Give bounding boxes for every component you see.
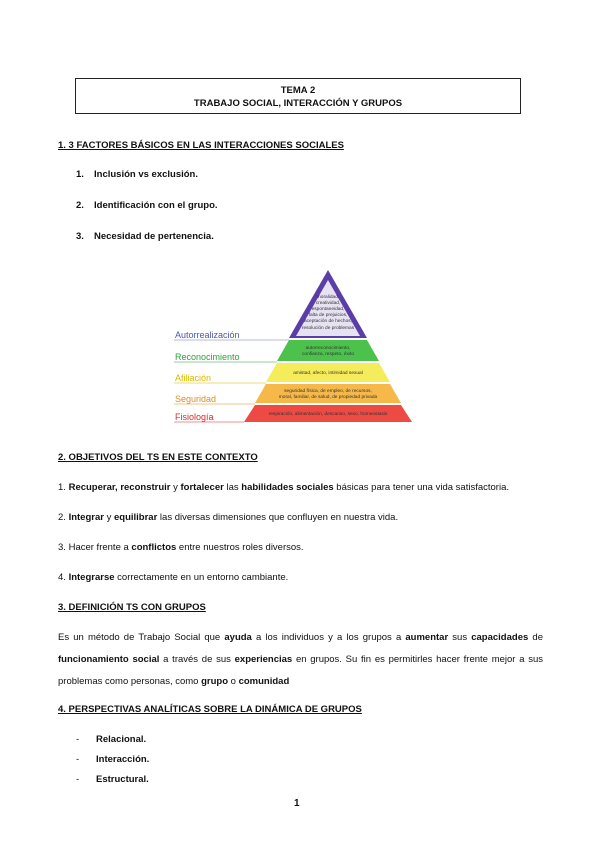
text: básicas para tener una vida satisfactoria. xyxy=(333,482,509,493)
bold-text: ayuda xyxy=(224,632,252,643)
perspective-item-2 xyxy=(76,754,149,765)
pyr-text: respiración, alimentación, descanso, sexo, homeostasis xyxy=(268,412,388,417)
item-text: Estructural. xyxy=(96,774,149,785)
text: correctamente en un entorno cambiante. xyxy=(114,572,289,583)
section-2-heading: 2. OBJETIVOS DEL TS EN ESTE CONTEXTO xyxy=(58,452,258,463)
perspective-item-1 xyxy=(76,734,146,745)
definition-paragraph xyxy=(58,627,543,693)
bold-text: conflictos xyxy=(131,542,177,553)
objective-2 xyxy=(58,512,398,523)
text: Es un método de Trabajo Social que xyxy=(58,632,225,643)
objective-3 xyxy=(58,542,304,553)
objective-number: 1. xyxy=(58,482,66,493)
text: las xyxy=(223,482,242,493)
text: en grupos. Su fin es permitirles hacer frente mejor a sus problemas como personas, como xyxy=(58,654,543,687)
pyramid-label-seguridad: Seguridad xyxy=(175,394,217,404)
objective-4 xyxy=(58,572,288,583)
section-3-heading: 3. DEFINICIÓN TS CON GRUPOS xyxy=(58,602,206,613)
perspective-item-3 xyxy=(76,774,149,785)
bold-text: Integrarse xyxy=(68,572,115,583)
text: y xyxy=(170,482,181,493)
page-number: 1 xyxy=(294,798,300,809)
bold-text: habilidades sociales xyxy=(241,482,334,493)
item-number: 2. xyxy=(76,200,84,211)
item-text: Necesidad de pertenencia. xyxy=(94,231,214,242)
text: o xyxy=(228,676,239,687)
pyr-text: resolución de problemas xyxy=(301,326,355,331)
text: entre nuestros roles diversos. xyxy=(176,542,304,553)
section-4-heading: 4. PERSPECTIVAS ANALÍTICAS SOBRE LA DINÁMICA DE GRUPOS xyxy=(58,704,362,715)
bold-text: experiencias xyxy=(234,654,293,665)
text: Hacer frente a xyxy=(68,542,132,553)
text: a los individuos y a los grupos a xyxy=(251,632,406,643)
bold-text: grupo xyxy=(201,676,229,687)
factor-item-1 xyxy=(76,169,198,180)
pyr-text: espontaneidad, xyxy=(311,307,345,312)
pyr-text: autorreconocimiento, xyxy=(305,346,351,351)
pyr-text: creatividad, xyxy=(315,301,341,306)
text: a través de sus xyxy=(159,654,235,665)
objective-number: 2. xyxy=(58,512,66,523)
bold-text: Integrar xyxy=(68,512,104,523)
text: sus xyxy=(448,632,472,643)
pyramid-label-afiliacion: Afiliación xyxy=(175,373,212,383)
item-text: Interacción. xyxy=(96,754,150,765)
bold-text: Recuperar, reconstruir xyxy=(68,482,171,493)
factor-item-3 xyxy=(76,231,214,242)
pyr-text: amistad, afecto, intimidad sexual xyxy=(293,371,363,376)
bold-text: equilibrar xyxy=(113,512,158,523)
factor-item-2 xyxy=(76,200,218,211)
dash-bullet: - xyxy=(76,754,80,765)
bold-text: funcionamiento social xyxy=(58,654,160,665)
section-1-heading: 1. 3 FACTORES BÁSICOS EN LAS INTERACCIONES SOCIALES xyxy=(58,140,344,151)
pyramid-label-autorrealizacion: Autorrealización xyxy=(175,330,240,340)
dash-bullet: - xyxy=(76,774,80,785)
text: de xyxy=(528,632,543,643)
topic-number: TEMA 2 xyxy=(280,85,316,96)
bold-text: capacidades xyxy=(471,632,529,643)
maslow-pyramid-image xyxy=(172,258,428,428)
objective-number: 3. xyxy=(58,542,66,553)
text: las diversas dimensiones que confluyen en nuestra vida. xyxy=(157,512,399,523)
topic-title: TRABAJO SOCIAL, INTERACCIÓN Y GRUPOS xyxy=(193,98,403,109)
pyr-text: falta de prejuicios, xyxy=(308,313,348,318)
title-box xyxy=(75,78,521,114)
pyr-text: seguridad física, de empleo, de recursos, xyxy=(284,389,372,394)
pyramid-label-fisiologia: Fisiología xyxy=(175,412,214,422)
objective-1 xyxy=(58,482,509,493)
objective-number: 4. xyxy=(58,572,66,583)
pyramid-label-reconocimiento: Reconocimiento xyxy=(175,352,240,362)
item-text: Identificación con el grupo. xyxy=(94,200,218,211)
bold-text: fortalecer xyxy=(180,482,224,493)
bold-text: comunidad xyxy=(238,676,290,687)
dash-bullet: - xyxy=(76,734,80,745)
pyr-text: aceptación de hechos, xyxy=(303,319,353,324)
bold-text: aumentar xyxy=(405,632,449,643)
item-text: Relacional. xyxy=(96,734,147,745)
pyr-text: moralidad, xyxy=(316,295,340,300)
item-number: 3. xyxy=(76,231,84,242)
pyr-text: moral, familiar, de salud, de propiedad privada xyxy=(278,395,378,400)
item-number: 1. xyxy=(76,169,84,180)
pyramid-svg xyxy=(172,258,428,428)
item-text: Inclusión vs exclusión. xyxy=(94,169,199,180)
pyr-text: confianza, respeto, éxito xyxy=(302,352,354,357)
text: y xyxy=(103,512,114,523)
